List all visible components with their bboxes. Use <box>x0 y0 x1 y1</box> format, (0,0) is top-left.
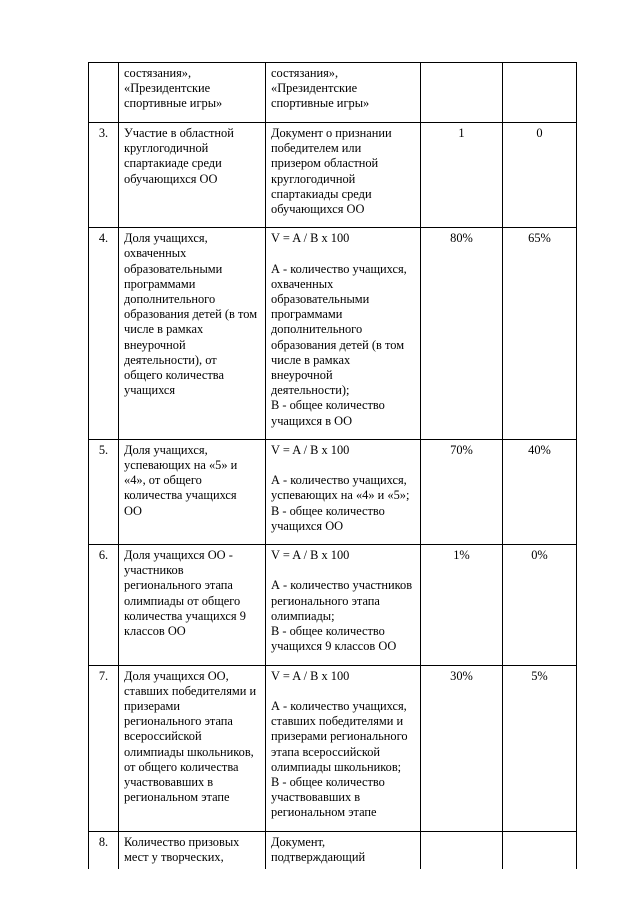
row-number: 5. <box>89 439 119 544</box>
calculation-method: Документ о признании победителем или призером областной круглогодичной спартакиады среди обучающихся ОО <box>266 123 421 228</box>
value-cell <box>503 831 577 869</box>
calculation-method: Документ, подтверждающий <box>266 831 421 869</box>
indicator-name: Доля учащихся ОО - участников регионального этапа олимпиады от общего количества учащихся 9 классов ОО <box>119 545 266 665</box>
row-number: 3. <box>89 123 119 228</box>
value-cell: 1% <box>421 545 503 665</box>
indicator-name: Участие в областной круглогодичной спартакиаде среди обучающихся ОО <box>119 123 266 228</box>
value-cell <box>503 63 577 123</box>
table-row <box>89 545 577 665</box>
table-row <box>89 63 577 123</box>
indicator-name: Доля учащихся, успевающих на «5» и «4», от общего количества учащихся ОО <box>119 439 266 544</box>
calculation-method: V = A / B x 100 А - количество учащихся, охваченных образовательными программами дополнительного образования детей (в том числе в рамках внеурочной деятельности); В - общее количество учащихся в ОО <box>266 228 421 440</box>
indicators-table <box>88 62 577 869</box>
row-number: 4. <box>89 228 119 440</box>
calculation-method: V = A / B x 100 А - количество учащихся, успевающих на «4» и «5»; В - общее количество учащихся ОО <box>266 439 421 544</box>
value-cell: 0 <box>503 123 577 228</box>
value-cell <box>421 831 503 869</box>
value-cell: 30% <box>421 665 503 831</box>
row-number <box>89 63 119 123</box>
calculation-method: V = A / B x 100 А - количество учащихся, ставших победителями и призерами регионального этапа всероссийской олимпиады школьников; В - общее количество участвовавших в региональном этапе <box>266 665 421 831</box>
value-cell: 40% <box>503 439 577 544</box>
indicator-name: Доля учащихся, охваченных образовательными программами дополнительного образования детей (в том числе в рамках внеурочной деятельности), от общего количества учащихся <box>119 228 266 440</box>
value-cell: 65% <box>503 228 577 440</box>
value-cell: 70% <box>421 439 503 544</box>
value-cell: 80% <box>421 228 503 440</box>
value-cell: 0% <box>503 545 577 665</box>
value-cell: 1 <box>421 123 503 228</box>
row-number: 7. <box>89 665 119 831</box>
table-row <box>89 831 577 869</box>
calculation-method: V = A / B x 100 А - количество участников регионального этапа олимпиады; В - общее количество учащихся 9 классов ОО <box>266 545 421 665</box>
table-row <box>89 228 577 440</box>
calculation-method: состязания», «Президентские спортивные игры» <box>266 63 421 123</box>
row-number: 6. <box>89 545 119 665</box>
table-row <box>89 123 577 228</box>
table-row <box>89 665 577 831</box>
indicator-name: состязания», «Президентские спортивные игры» <box>119 63 266 123</box>
table-row <box>89 439 577 544</box>
value-cell: 5% <box>503 665 577 831</box>
indicator-name: Количество призовых мест у творческих, <box>119 831 266 869</box>
indicator-name: Доля учащихся ОО, ставших победителями и призерами регионального этапа всероссийской олимпиады школьников, от общего количества участвовавших в региональном этапе <box>119 665 266 831</box>
row-number: 8. <box>89 831 119 869</box>
value-cell <box>421 63 503 123</box>
